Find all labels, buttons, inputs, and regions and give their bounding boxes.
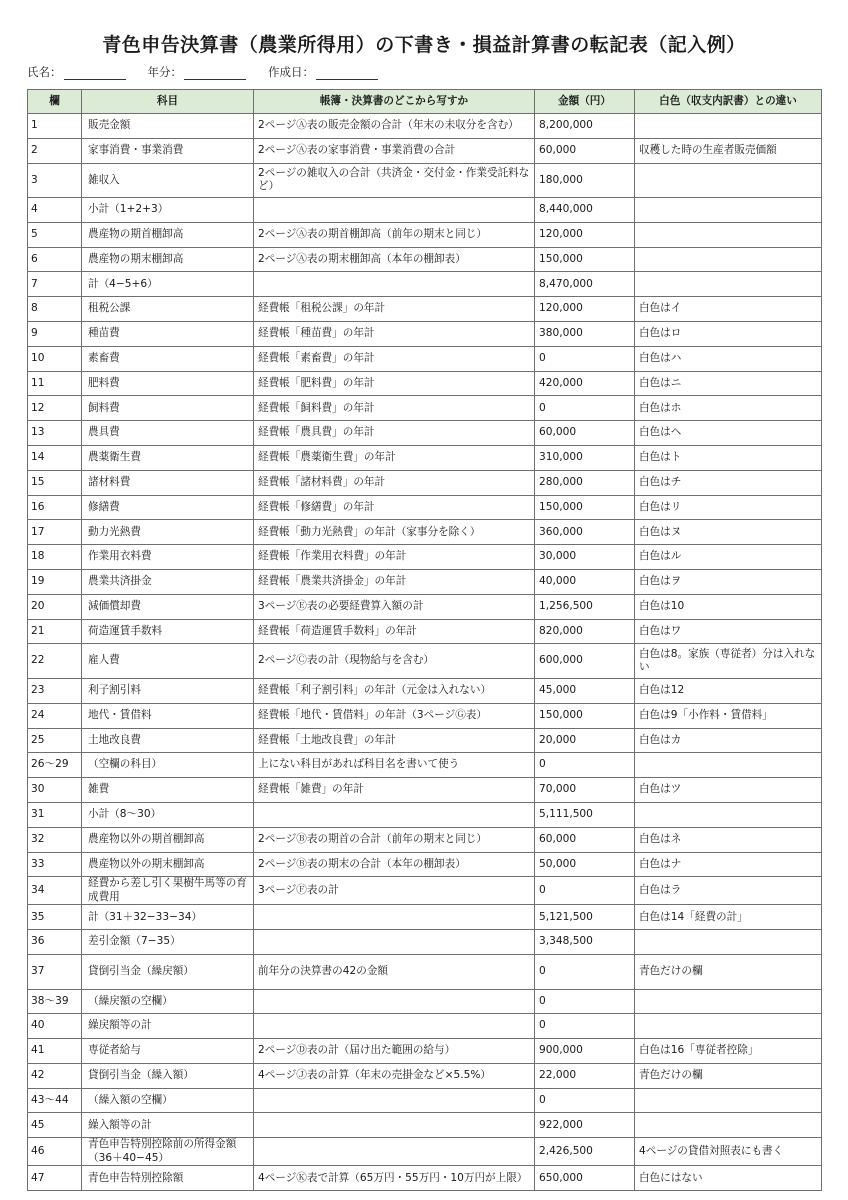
cell-amount: 650,000 [535, 1166, 635, 1191]
cell-difference: 白色はリ [635, 495, 822, 520]
table-row [28, 470, 822, 495]
cell-amount: 310,000 [535, 446, 635, 471]
cell-amount: 0 [535, 955, 635, 990]
table-row [28, 778, 822, 803]
table-row [28, 827, 822, 852]
cell-item: 農薬衛生費 [82, 446, 254, 471]
cell-col: 2 [28, 138, 82, 163]
cell-difference: 白色はカ [635, 728, 822, 753]
cell-item: 素畜費 [82, 346, 254, 371]
cell-source: 2ページⒶ表の家事消費・事業消費の合計 [254, 138, 535, 163]
cell-source: 経費帳「荷造運賃手数料」の年計 [254, 619, 535, 644]
table-row [28, 1063, 822, 1088]
cell-source [254, 905, 535, 930]
cell-amount: 8,440,000 [535, 198, 635, 223]
cell-source: 4ページⒿ表の計算（年末の売掛金など×5.5%） [254, 1063, 535, 1088]
cell-amount: 3,348,500 [535, 930, 635, 955]
cell-item: （繰戻額の空欄） [82, 989, 254, 1014]
cell-difference: 白色はル [635, 545, 822, 570]
cell-col: 21 [28, 619, 82, 644]
cell-difference: 白色はヘ [635, 421, 822, 446]
cell-difference: 白色はホ [635, 396, 822, 421]
table-row [28, 728, 822, 753]
table-row [28, 247, 822, 272]
cell-item: （繰入額の空欄） [82, 1088, 254, 1113]
cell-amount: 0 [535, 346, 635, 371]
table-row [28, 198, 822, 223]
cell-col: 37 [28, 955, 82, 990]
date-label: 作成日： [268, 65, 314, 79]
cell-item: 専従者給与 [82, 1039, 254, 1064]
cell-item: 作業用衣料費 [82, 545, 254, 570]
cell-col: 15 [28, 470, 82, 495]
cell-amount: 0 [535, 1088, 635, 1113]
cell-source: 上にない科目があれば科目名を書いて使う [254, 753, 535, 778]
cell-col: 34 [28, 877, 82, 905]
cell-source: 経費帳「諸材料費」の年計 [254, 470, 535, 495]
cell-difference: 白色はヲ [635, 570, 822, 595]
cell-amount: 150,000 [535, 703, 635, 728]
cell-item: 雑費 [82, 778, 254, 803]
cell-source: 2ページⒷ表の期末の合計（本年の棚卸表） [254, 852, 535, 877]
cell-amount: 150,000 [535, 247, 635, 272]
cell-amount: 120,000 [535, 222, 635, 247]
cell-difference: 白色はチ [635, 470, 822, 495]
cell-item: 農産物の期末棚卸高 [82, 247, 254, 272]
cell-col: 38〜39 [28, 989, 82, 1014]
cell-source: 経費帳「租税公課」の年計 [254, 297, 535, 322]
cell-source [254, 272, 535, 297]
cell-difference: 白色はハ [635, 346, 822, 371]
cell-amount: 20,000 [535, 728, 635, 753]
cell-col: 3 [28, 163, 82, 198]
cell-difference: 白色はト [635, 446, 822, 471]
cell-amount: 22,000 [535, 1063, 635, 1088]
cell-item: 農産物以外の期首棚卸高 [82, 827, 254, 852]
cell-source: 3ページⒺ表の必要経費算入額の計 [254, 594, 535, 619]
cell-source: 経費帳「動力光熱費」の年計（家事分を除く） [254, 520, 535, 545]
cell-source: 経費帳「雑費」の年計 [254, 778, 535, 803]
cell-difference: 白色にはない [635, 1166, 822, 1191]
cell-amount: 1,256,500 [535, 594, 635, 619]
cell-amount: 60,000 [535, 138, 635, 163]
cell-source: 経費帳「農薬衛生費」の年計 [254, 446, 535, 471]
table-row [28, 678, 822, 703]
table-row [28, 346, 822, 371]
cell-item: 繰入額等の計 [82, 1113, 254, 1138]
cell-item: 土地改良費 [82, 728, 254, 753]
cell-item: 青色申告特別控除額 [82, 1166, 254, 1191]
table-row [28, 877, 822, 905]
cell-difference [635, 163, 822, 198]
cell-col: 45 [28, 1113, 82, 1138]
cell-amount: 0 [535, 396, 635, 421]
cell-source: 経費帳「肥料費」の年計 [254, 371, 535, 396]
transfer-table [27, 89, 822, 1191]
table-row [28, 222, 822, 247]
cell-source [254, 989, 535, 1014]
cell-item: 荷造運賃手数料 [82, 619, 254, 644]
cell-item: 修繕費 [82, 495, 254, 520]
table-row [28, 644, 822, 679]
table-row [28, 1039, 822, 1064]
header-col: 欄 [28, 90, 82, 114]
table-row [28, 594, 822, 619]
cell-difference [635, 802, 822, 827]
cell-item: 繰戻額等の計 [82, 1014, 254, 1039]
cell-item: 利子割引料 [82, 678, 254, 703]
cell-col: 20 [28, 594, 82, 619]
cell-col: 40 [28, 1014, 82, 1039]
table-row [28, 989, 822, 1014]
cell-source: 経費帳「土地改良費」の年計 [254, 728, 535, 753]
cell-col: 4 [28, 198, 82, 223]
cell-amount: 922,000 [535, 1113, 635, 1138]
name-blank-line[interactable] [64, 67, 126, 80]
cell-item: 諸材料費 [82, 470, 254, 495]
cell-difference: 白色はナ [635, 852, 822, 877]
cell-col: 17 [28, 520, 82, 545]
cell-source [254, 1113, 535, 1138]
cell-difference [635, 198, 822, 223]
header-fields [27, 64, 400, 80]
cell-col: 30 [28, 778, 82, 803]
cell-source: 前年分の決算書の42の金額 [254, 955, 535, 990]
table-row [28, 138, 822, 163]
cell-col: 24 [28, 703, 82, 728]
cell-source: 経費帳「飼料費」の年計 [254, 396, 535, 421]
table-header-row [28, 90, 822, 114]
cell-amount: 70,000 [535, 778, 635, 803]
table-row [28, 930, 822, 955]
cell-col: 19 [28, 570, 82, 595]
cell-difference [635, 222, 822, 247]
cell-item: 貸倒引当金（繰入額） [82, 1063, 254, 1088]
cell-difference [635, 1014, 822, 1039]
cell-item: 農業共済掛金 [82, 570, 254, 595]
cell-source: 3ページⒻ表の計 [254, 877, 535, 905]
cell-amount: 2,426,500 [535, 1138, 635, 1166]
table-row [28, 802, 822, 827]
cell-item: 青色申告特別控除前の所得金額（36＋40−45） [82, 1138, 254, 1166]
cell-item: 計（4−5+6） [82, 272, 254, 297]
cell-amount: 0 [535, 989, 635, 1014]
cell-amount: 30,000 [535, 545, 635, 570]
cell-amount: 820,000 [535, 619, 635, 644]
table-row [28, 1014, 822, 1039]
cell-difference: 白色は8。家族（専従者）分は入れない [635, 644, 822, 679]
cell-col: 16 [28, 495, 82, 520]
cell-item: 販売金額 [82, 114, 254, 139]
cell-amount: 360,000 [535, 520, 635, 545]
cell-col: 36 [28, 930, 82, 955]
cell-difference: 白色はヌ [635, 520, 822, 545]
table-row [28, 905, 822, 930]
cell-col: 32 [28, 827, 82, 852]
cell-amount: 120,000 [535, 297, 635, 322]
table-row [28, 1138, 822, 1166]
cell-item: 租税公課 [82, 297, 254, 322]
cell-col: 6 [28, 247, 82, 272]
cell-item: 雑収入 [82, 163, 254, 198]
cell-col: 33 [28, 852, 82, 877]
cell-source: 経費帳「地代・賃借料」の年計（3ページⒼ表） [254, 703, 535, 728]
date-field[interactable] [268, 64, 378, 80]
cell-col: 42 [28, 1063, 82, 1088]
cell-source: 経費帳「種苗費」の年計 [254, 322, 535, 347]
cell-item: 小計（8〜30） [82, 802, 254, 827]
cell-col: 25 [28, 728, 82, 753]
cell-col: 9 [28, 322, 82, 347]
cell-item: 種苗費 [82, 322, 254, 347]
cell-source: 2ページⒶ表の期首棚卸高（前年の期末と同じ） [254, 222, 535, 247]
cell-amount: 420,000 [535, 371, 635, 396]
cell-difference: 白色は10 [635, 594, 822, 619]
cell-difference: 白色はロ [635, 322, 822, 347]
table-row [28, 1088, 822, 1113]
table-row [28, 446, 822, 471]
cell-difference: 青色だけの欄 [635, 955, 822, 990]
cell-source: 経費帳「修繕費」の年計 [254, 495, 535, 520]
cell-source [254, 1014, 535, 1039]
table-row [28, 852, 822, 877]
cell-difference: 白色はネ [635, 827, 822, 852]
header-amount: 金額（円） [535, 90, 635, 114]
cell-col: 46 [28, 1138, 82, 1166]
table-row [28, 545, 822, 570]
cell-item: 動力光熱費 [82, 520, 254, 545]
cell-source: 経費帳「素畜費」の年計 [254, 346, 535, 371]
cell-source [254, 1138, 535, 1166]
cell-col: 8 [28, 297, 82, 322]
cell-item: 差引金額（7−35） [82, 930, 254, 955]
cell-col: 26〜29 [28, 753, 82, 778]
cell-difference [635, 1088, 822, 1113]
cell-difference: 収穫した時の生産者販売価額 [635, 138, 822, 163]
table-row [28, 570, 822, 595]
cell-col: 43〜44 [28, 1088, 82, 1113]
cell-col: 31 [28, 802, 82, 827]
cell-col: 23 [28, 678, 82, 703]
cell-source: 2ページⒷ表の期首の合計（前年の期末と同じ） [254, 827, 535, 852]
cell-source: 2ページⒶ表の期末棚卸高（本年の棚卸表） [254, 247, 535, 272]
cell-amount: 0 [535, 1014, 635, 1039]
cell-difference: 白色はワ [635, 619, 822, 644]
cell-col: 7 [28, 272, 82, 297]
cell-item: 飼料費 [82, 396, 254, 421]
cell-amount: 0 [535, 877, 635, 905]
cell-col: 1 [28, 114, 82, 139]
cell-difference: 白色は16「専従者控除」 [635, 1039, 822, 1064]
table-row [28, 495, 822, 520]
cell-source: 経費帳「作業用衣料費」の年計 [254, 545, 535, 570]
cell-amount: 60,000 [535, 421, 635, 446]
cell-difference: 白色はツ [635, 778, 822, 803]
cell-col: 41 [28, 1039, 82, 1064]
table-row [28, 955, 822, 990]
table-row [28, 703, 822, 728]
cell-col: 35 [28, 905, 82, 930]
cell-source: 経費帳「農具費」の年計 [254, 421, 535, 446]
cell-difference [635, 753, 822, 778]
cell-amount: 150,000 [535, 495, 635, 520]
cell-item: 農具費 [82, 421, 254, 446]
cell-col: 5 [28, 222, 82, 247]
cell-source [254, 198, 535, 223]
table-row [28, 619, 822, 644]
cell-source: 2ページの雑収入の合計（共済金・交付金・作業受託料など） [254, 163, 535, 198]
cell-difference: 白色はイ [635, 297, 822, 322]
cell-source: 2ページⒶ表の販売金額の合計（年末の未収分を含む） [254, 114, 535, 139]
cell-difference [635, 989, 822, 1014]
cell-difference [635, 930, 822, 955]
cell-amount: 8,200,000 [535, 114, 635, 139]
table-row [28, 163, 822, 198]
name-label: 氏名： [27, 65, 62, 79]
cell-item: 雇人費 [82, 644, 254, 679]
date-blank-line[interactable] [316, 67, 378, 80]
cell-amount: 5,121,500 [535, 905, 635, 930]
cell-item: 肥料費 [82, 371, 254, 396]
cell-difference: 白色は14「経費の計」 [635, 905, 822, 930]
table-row [28, 322, 822, 347]
table-row [28, 297, 822, 322]
cell-difference [635, 114, 822, 139]
table-row [28, 1113, 822, 1138]
cell-col: 18 [28, 545, 82, 570]
cell-difference: 青色だけの欄 [635, 1063, 822, 1088]
cell-amount: 900,000 [535, 1039, 635, 1064]
cell-amount: 45,000 [535, 678, 635, 703]
header-item: 科目 [82, 90, 254, 114]
cell-source: 経費帳「利子割引料」の年計（元金は入れない） [254, 678, 535, 703]
cell-col: 47 [28, 1166, 82, 1191]
table-row [28, 114, 822, 139]
cell-amount: 280,000 [535, 470, 635, 495]
cell-item: 減価償却費 [82, 594, 254, 619]
cell-col: 11 [28, 371, 82, 396]
cell-source [254, 930, 535, 955]
cell-item: （空欄の科目） [82, 753, 254, 778]
cell-col: 22 [28, 644, 82, 679]
cell-source: 4ページⓀ表で計算（65万円・55万円・10万円が上限） [254, 1166, 535, 1191]
cell-difference: 白色はニ [635, 371, 822, 396]
cell-col: 10 [28, 346, 82, 371]
cell-amount: 40,000 [535, 570, 635, 595]
name-field[interactable] [27, 64, 126, 80]
cell-amount: 50,000 [535, 852, 635, 877]
cell-item: 経費から差し引く果樹牛馬等の育成費用 [82, 877, 254, 905]
cell-amount: 0 [535, 753, 635, 778]
cell-item: 貸倒引当金（繰戻額） [82, 955, 254, 990]
cell-item: 地代・賃借料 [82, 703, 254, 728]
cell-item: 小計（1+2+3） [82, 198, 254, 223]
table-row [28, 272, 822, 297]
cell-amount: 600,000 [535, 644, 635, 679]
cell-difference [635, 1113, 822, 1138]
cell-difference: 4ページの貸借対照表にも書く [635, 1138, 822, 1166]
cell-amount: 5,111,500 [535, 802, 635, 827]
cell-source: 経費帳「農業共済掛金」の年計 [254, 570, 535, 595]
year-label: 年分： [147, 65, 182, 79]
cell-item: 計（31＋32−33−34） [82, 905, 254, 930]
table-row [28, 1166, 822, 1191]
table-body [28, 114, 822, 1191]
table-row [28, 371, 822, 396]
cell-amount: 8,470,000 [535, 272, 635, 297]
cell-source: 2ページⒹ表の計（届け出た範囲の給与） [254, 1039, 535, 1064]
cell-difference [635, 272, 822, 297]
cell-col: 12 [28, 396, 82, 421]
cell-source: 2ページⒸ表の計（現物給与を含む） [254, 644, 535, 679]
cell-item: 農産物以外の期末棚卸高 [82, 852, 254, 877]
page-title: 青色申告決算書（農業所得用）の下書き・損益計算書の転記表（記入例） [102, 34, 746, 56]
cell-source [254, 1088, 535, 1113]
header-source: 帳簿・決算書のどこから写すか [254, 90, 535, 114]
table-row [28, 421, 822, 446]
cell-difference: 白色はラ [635, 877, 822, 905]
cell-col: 13 [28, 421, 82, 446]
cell-col: 14 [28, 446, 82, 471]
header-difference: 白色（収支内訳書）との違い [635, 90, 822, 114]
cell-difference: 白色は9「小作料・賃借料」 [635, 703, 822, 728]
cell-amount: 380,000 [535, 322, 635, 347]
cell-difference [635, 247, 822, 272]
table-row [28, 520, 822, 545]
cell-amount: 60,000 [535, 827, 635, 852]
cell-item: 家事消費・事業消費 [82, 138, 254, 163]
table-row [28, 396, 822, 421]
cell-item: 農産物の期首棚卸高 [82, 222, 254, 247]
year-blank-line[interactable] [184, 67, 246, 80]
cell-amount: 180,000 [535, 163, 635, 198]
year-field[interactable] [148, 64, 247, 80]
cell-source [254, 802, 535, 827]
table-row [28, 753, 822, 778]
cell-difference: 白色は12 [635, 678, 822, 703]
